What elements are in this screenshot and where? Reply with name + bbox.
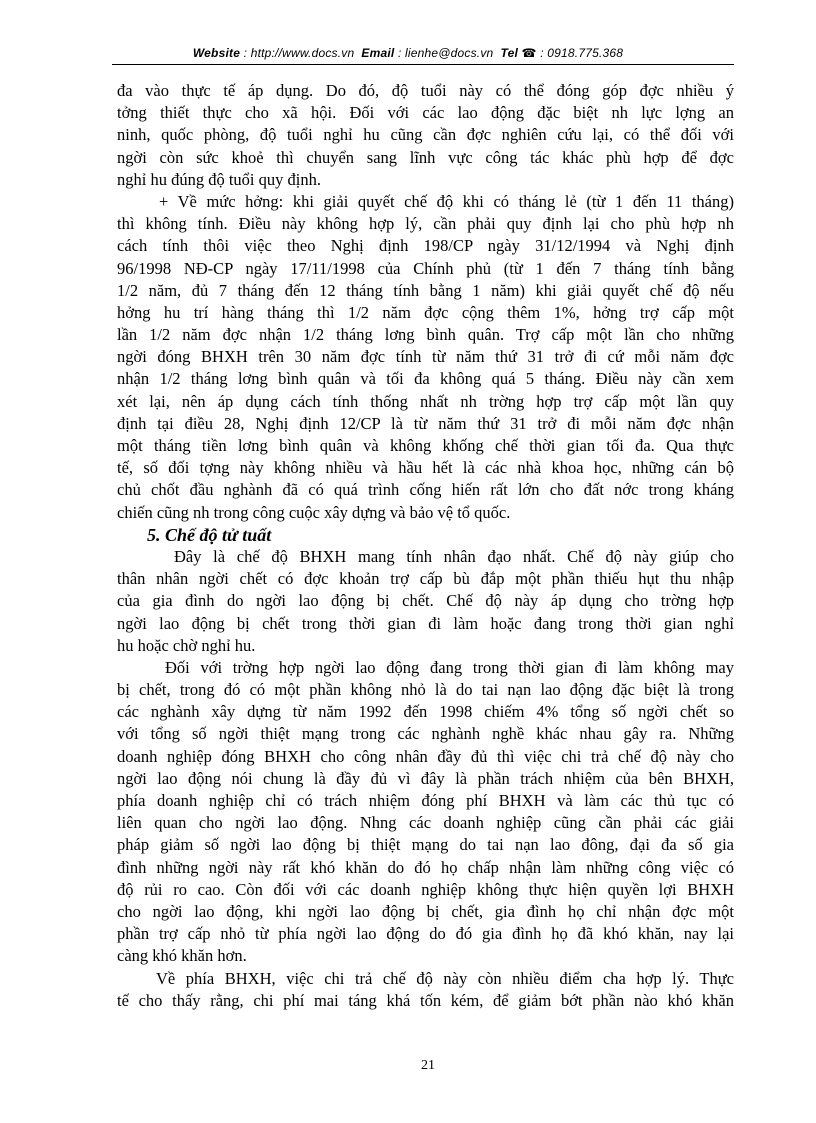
text-line: tế cho thấy rằng, chi phí mai táng khá tốn kém, để giảm bớt phần nào khó khăn [117, 990, 734, 1010]
page-header [0, 46, 816, 60]
email-value: : lienhe@docs.vn [397, 46, 494, 60]
text-line: cho ngời lao động, khi ngời lao động bị chết, gia đình họ chỉ nhận đợc một [117, 901, 734, 921]
email-label: Email [361, 46, 395, 60]
text-line: + Về mức hởng: khi giải quyết chế độ khi có tháng lẻ (từ 1 đến 11 tháng) [159, 191, 734, 211]
text-line: hởng hu trí hàng tháng thì 1/2 năm đợc cộng thêm 1%, hởng trợ cấp một [117, 302, 734, 322]
text-line: ninh, quốc phòng, độ tuổi nghỉ hu cũng cần đợc nghiên cứu lại, có thể đối với [117, 125, 734, 145]
text-line: chủ chốt đầu nghành đã có quá trình cống hiến rất lớn cho đất nớc trong kháng [117, 480, 734, 500]
text-line: Đối với trờng hợp ngời lao động đang trong thời gian đi làm không may [165, 657, 734, 677]
header-divider [112, 64, 734, 65]
text-line: đa vào thực tế áp dụng. Do đó, độ tuổi này có thể đóng góp đợc nhiều ý [117, 81, 734, 100]
paragraph [117, 191, 734, 524]
text-line: thì không tính. Điều này không hợp lý, cần phải quy định lại cho phù hợp nh [117, 214, 734, 234]
text-line: tởng thiết thực cho xã hội. Đối với các lao động đặc biệt nh lực lợng an [117, 103, 734, 123]
text-line: ngời lao động bị chết trong thời gian đi làm hoặc đang trong thời gian nghỉ [117, 613, 734, 633]
text-line: độ rủi ro cao. Còn đối với các doanh nghiệp không thực hiện quyền lợi BHXH [117, 879, 734, 899]
text-line: đình những ngời này rất khó khăn do đó họ chấp nhận làm những công việc có [117, 857, 734, 877]
section-heading: 5. Chế độ tử tuất [147, 524, 272, 545]
text-line: nhận 1/2 tháng lơng bình quân và tối đa không quá 5 tháng. Điều này cần xem [117, 369, 734, 389]
paragraph [117, 968, 734, 1012]
text-line: tế, số đối tợng này không nhiều và hầu hết là các nhà khoa học, những cán bộ [117, 458, 734, 478]
text-line: xét lại, nên áp dụng cách tính thống nhất nh trờng hợp trợ cấp một lần quy [117, 391, 734, 411]
text-line: với tổng số ngời thiệt mạng trong các nghành nghề khác nhau gây ra. Những [117, 724, 734, 744]
document-body [117, 80, 734, 1012]
text-line: ngời đóng BHXH trên 30 năm đợc tính từ năm thứ 31 trở đi cứ mỗi năm đợc [117, 347, 734, 367]
text-line: Về phía BHXH, việc chi trả chế độ này còn nhiều điểm cha hợp lý. Thực [156, 968, 734, 988]
text-line: định tại điều 28, Nghị định 12/CP là từ năm thứ 31 trở đi mỗi năm đợc nhận [117, 413, 734, 433]
text-line: ngời còn sức khoẻ thì chuyển sang lĩnh vực công tác khác phù hợp để đợc [117, 147, 734, 167]
text-line: 1/2 năm, đủ 7 tháng đến 12 tháng tính bằng 1 năm) khi giải quyết chế độ nếu [117, 280, 734, 300]
text-line: 96/1998 NĐ-CP ngày 17/11/1998 của Chính phủ (từ 1 đến 7 tháng tính bằng [117, 258, 734, 278]
text-line: các nghành xây dựng từ năm 1992 đến 1998 chiếm 4% tổng số ngời chết so [117, 702, 734, 722]
text-line: pháp giảm số ngời lao động bị thiệt mạng do tai nạn lao đông, đại đa số gia [117, 835, 734, 855]
paragraph [117, 80, 734, 191]
text-line: lần 1/2 năm đợc nhận 1/2 tháng lơng bình quân. Trợ cấp một lần cho những [117, 325, 734, 345]
text-line: một tháng tiền lơng bình quân và không khống chế thời gian tối đa. Qua thực [117, 436, 734, 455]
text-line: bị chết, trong đó có một phần không nhỏ là do tai nạn lao động đặc biệt là trong [117, 680, 734, 700]
paragraph [117, 546, 734, 657]
paragraph [117, 657, 734, 968]
text-line: Đây là chế độ BHXH mang tính nhân đạo nhất. Chế độ này giúp cho [174, 546, 734, 566]
text-line: ngời lao động nói chung là đầy đủ vì đây là phần trách nhiệm của bên BHXH, [117, 768, 734, 788]
tel-value: : 0918.775.368 [540, 46, 624, 60]
text-line: phía doanh nghiệp chỉ có trách nhiệm đóng phí BHXH và làm các thủ tục có [117, 791, 734, 810]
text-line: chiến cũng nh trong công cuộc xây dựng và bảo vệ tổ quốc. [117, 502, 511, 522]
text-line: doanh nghiệp đóng BHXH cho công nhân đầy đủ thì việc chi trả chế độ này cho [117, 746, 734, 766]
text-line: phần trợ cấp nhỏ từ phía ngời lao động do đó gia đình họ đã khó khăn, nay lại [117, 924, 734, 944]
website-label: Website [192, 46, 241, 60]
text-line: thân nhân ngời chết có đợc khoản trợ cấp bù đắp một phần thiếu hụt thu nhập [117, 569, 734, 589]
page-number: 21 [421, 1058, 435, 1073]
text-line: cách tính thôi việc theo Nghị định 198/CP ngày 31/12/1994 và Nghị định [117, 236, 734, 256]
text-line: của gia đình do ngời lao động bị chết. Chế độ này áp dụng cho trờng hợp [117, 591, 734, 611]
text-line: nghỉ hu đúng độ tuổi quy định. [117, 169, 321, 189]
website-value: : http://www.docs.vn [243, 46, 355, 60]
text-line: liên quan cho ngời lao động. Nhng các doanh nghiệp cũng cần phải các giải [117, 813, 734, 833]
text-line: hu hoặc chờ nghỉ hu. [117, 635, 256, 655]
text-line: càng khó khăn hơn. [117, 946, 247, 966]
tel-label: Tel ☎ [500, 46, 537, 60]
